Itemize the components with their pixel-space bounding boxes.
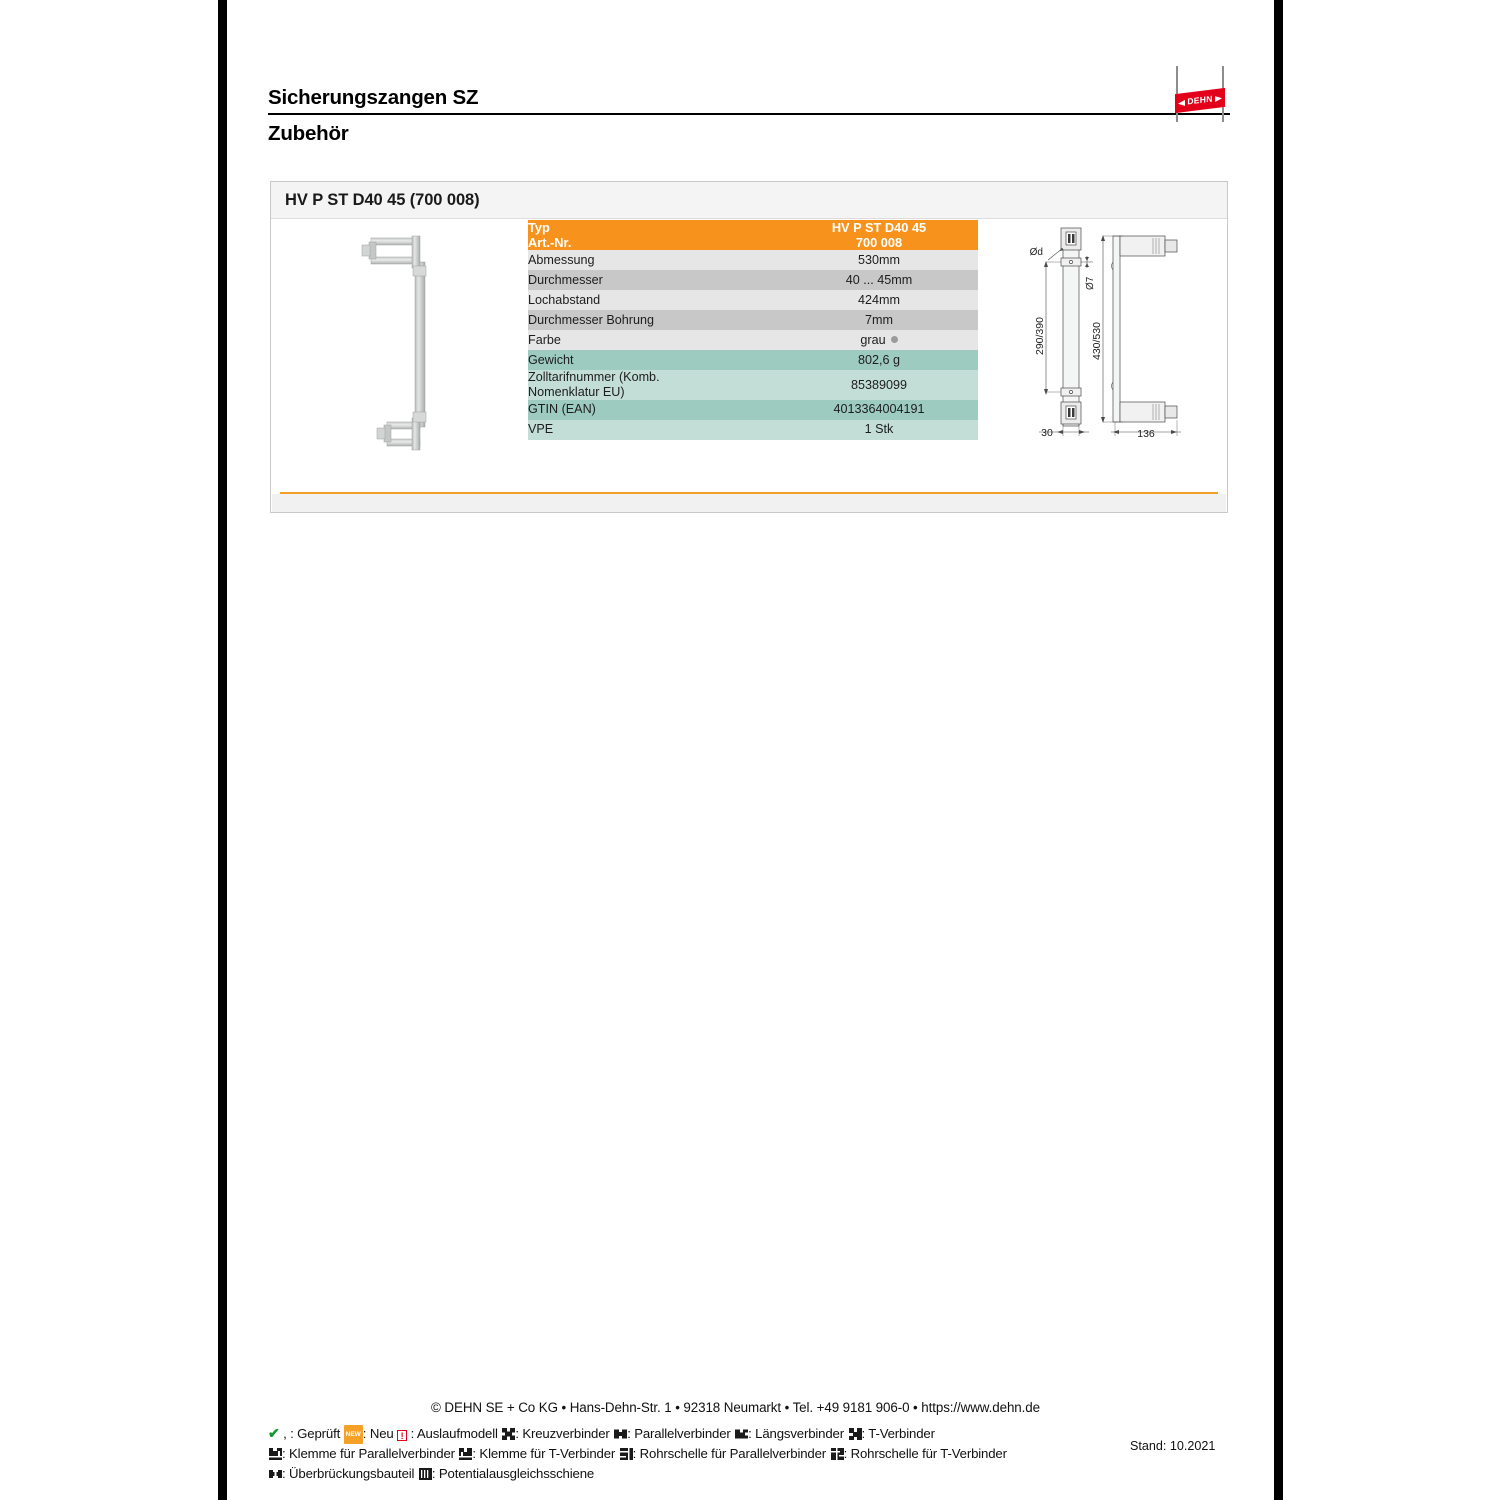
clamp-parallel-connector-icon	[269, 1448, 282, 1460]
copyright-line: © DEHN SE + Co KG • Hans-Dehn-Str. 1 • 92318 Neumarkt • Tel. +49 9181 906-0 • https://www.dehn.de	[431, 1400, 1040, 1415]
row-label	[528, 370, 780, 400]
logo-mark-icon	[1175, 88, 1225, 113]
dim-label-bore: Ø7	[1085, 276, 1096, 290]
dehn-logo	[1172, 66, 1228, 122]
legend-text-auslaufmodell: : Auslaufmodell	[410, 1426, 498, 1441]
table-row	[528, 290, 978, 310]
row-label: Abmessung	[528, 250, 780, 270]
clamp-t-connector-icon	[459, 1448, 472, 1460]
dim-label-right-height: 430/530	[1091, 322, 1103, 360]
t-connector-icon	[849, 1428, 862, 1440]
pipe-clamp-t-icon	[831, 1448, 844, 1460]
row-value: 40 ... 45mm	[780, 270, 978, 290]
header-value-typ: HV P ST D40 45	[831, 220, 927, 235]
row-value	[780, 330, 978, 350]
row-label: Gewicht	[528, 350, 780, 370]
page-title: Sicherungszangen SZ	[268, 86, 1230, 115]
legend-text-potentialausgleichsschiene: : Potentialausgleichsschiene	[431, 1465, 595, 1481]
page-subtitle: Zubehör	[268, 122, 349, 145]
table-header-labels	[528, 220, 780, 250]
table-row	[528, 400, 978, 420]
parallel-connector-icon	[614, 1428, 627, 1440]
row-value: 530mm	[780, 250, 978, 270]
table-row	[528, 420, 978, 440]
technical-drawing	[1011, 220, 1216, 460]
legend-text-rohrschelle-t: : Rohrschelle für T-Verbinder	[843, 1446, 1007, 1462]
product-card-title: HV P ST D40 45 (700 008)	[271, 182, 1227, 219]
row-value: 7mm	[780, 310, 978, 330]
specification-table	[528, 220, 978, 440]
header-value-artnr: 700 008	[855, 235, 903, 251]
cross-connector-icon	[502, 1428, 515, 1440]
legend-text-ueberbrueckungsbauteil: : Überbrückungsbauteil	[282, 1465, 415, 1481]
new-icon: NEW	[344, 1425, 363, 1444]
dim-label-left-height: 290/390	[1034, 317, 1046, 355]
row-label: Durchmesser	[528, 270, 780, 290]
header-label-typ: Typ	[528, 220, 550, 235]
row-label: Durchmesser Bohrung	[528, 310, 780, 330]
legend-text-t-verbinder: : T-Verbinder	[861, 1426, 935, 1441]
row-value: 4013364004191	[780, 400, 978, 420]
revision-date: Stand: 10.2021	[1130, 1439, 1216, 1453]
page-header	[268, 86, 1230, 146]
table-header-row	[528, 220, 978, 250]
legend-line-3	[268, 1464, 1058, 1483]
row-label-line2: Nomenklatur EU)	[528, 385, 625, 400]
row-label: Farbe	[528, 330, 780, 350]
table-row	[528, 330, 978, 350]
row-label: VPE	[528, 420, 780, 440]
row-label: GTIN (EAN)	[528, 400, 780, 420]
legend-text-kreuzverbinder: : Kreuzverbinder	[515, 1426, 610, 1441]
row-value: 802,6 g	[780, 350, 978, 370]
legend-text-klemme-t: : Klemme für T-Verbinder	[472, 1446, 616, 1462]
bridging-component-icon	[269, 1468, 282, 1480]
legend-text-geprueft: , : Geprüft	[283, 1426, 341, 1441]
header-label-artnr: Art.-Nr.	[528, 235, 572, 251]
row-label-line1: Zolltarifnummer (Komb.	[528, 370, 660, 385]
table-row	[528, 310, 978, 330]
dim-label-diameter-d: Ød	[1029, 247, 1043, 258]
dim-label-width-right: 136	[1137, 428, 1155, 440]
dim-label-width-left: 30	[1041, 427, 1053, 439]
row-value: 1 Stk	[780, 420, 978, 440]
table-row	[528, 270, 978, 290]
legend-text-laengsverbinder: : Längsverbinder	[748, 1426, 844, 1441]
equipotential-bonding-bar-icon	[419, 1468, 432, 1480]
legend-line-1	[268, 1424, 1058, 1444]
table-row	[528, 250, 978, 270]
product-card	[270, 181, 1228, 513]
legend-block	[268, 1424, 1058, 1483]
legend-line-2	[268, 1444, 1058, 1463]
table-header-values	[780, 220, 978, 250]
logo-wordmark: DEHN	[1187, 93, 1213, 107]
table-row	[528, 350, 978, 370]
card-footer-strip	[272, 494, 1226, 512]
color-swatch-icon	[891, 336, 898, 343]
row-value-text: grau	[860, 332, 886, 347]
check-icon: ✔	[268, 1425, 280, 1441]
row-value: 85389099	[780, 370, 978, 400]
legend-text-klemme-parallel: : Klemme für Parallelverbinder	[282, 1446, 455, 1462]
row-value: 424mm	[780, 290, 978, 310]
legend-text-rohrschelle-parallel: : Rohrschelle für Parallelverbinder	[632, 1446, 827, 1462]
table-row	[528, 370, 978, 400]
legend-text-parallelverbinder: : Parallelverbinder	[627, 1426, 731, 1441]
product-photo	[331, 226, 531, 456]
page-footer	[227, 1400, 1274, 1481]
row-label: Lochabstand	[528, 290, 780, 310]
discontinued-icon: !	[397, 1430, 407, 1441]
legend-text-neu: : Neu	[362, 1426, 394, 1441]
product-card-body	[271, 220, 1227, 475]
pipe-clamp-parallel-icon	[620, 1448, 633, 1460]
longitudinal-connector-icon	[735, 1428, 748, 1440]
